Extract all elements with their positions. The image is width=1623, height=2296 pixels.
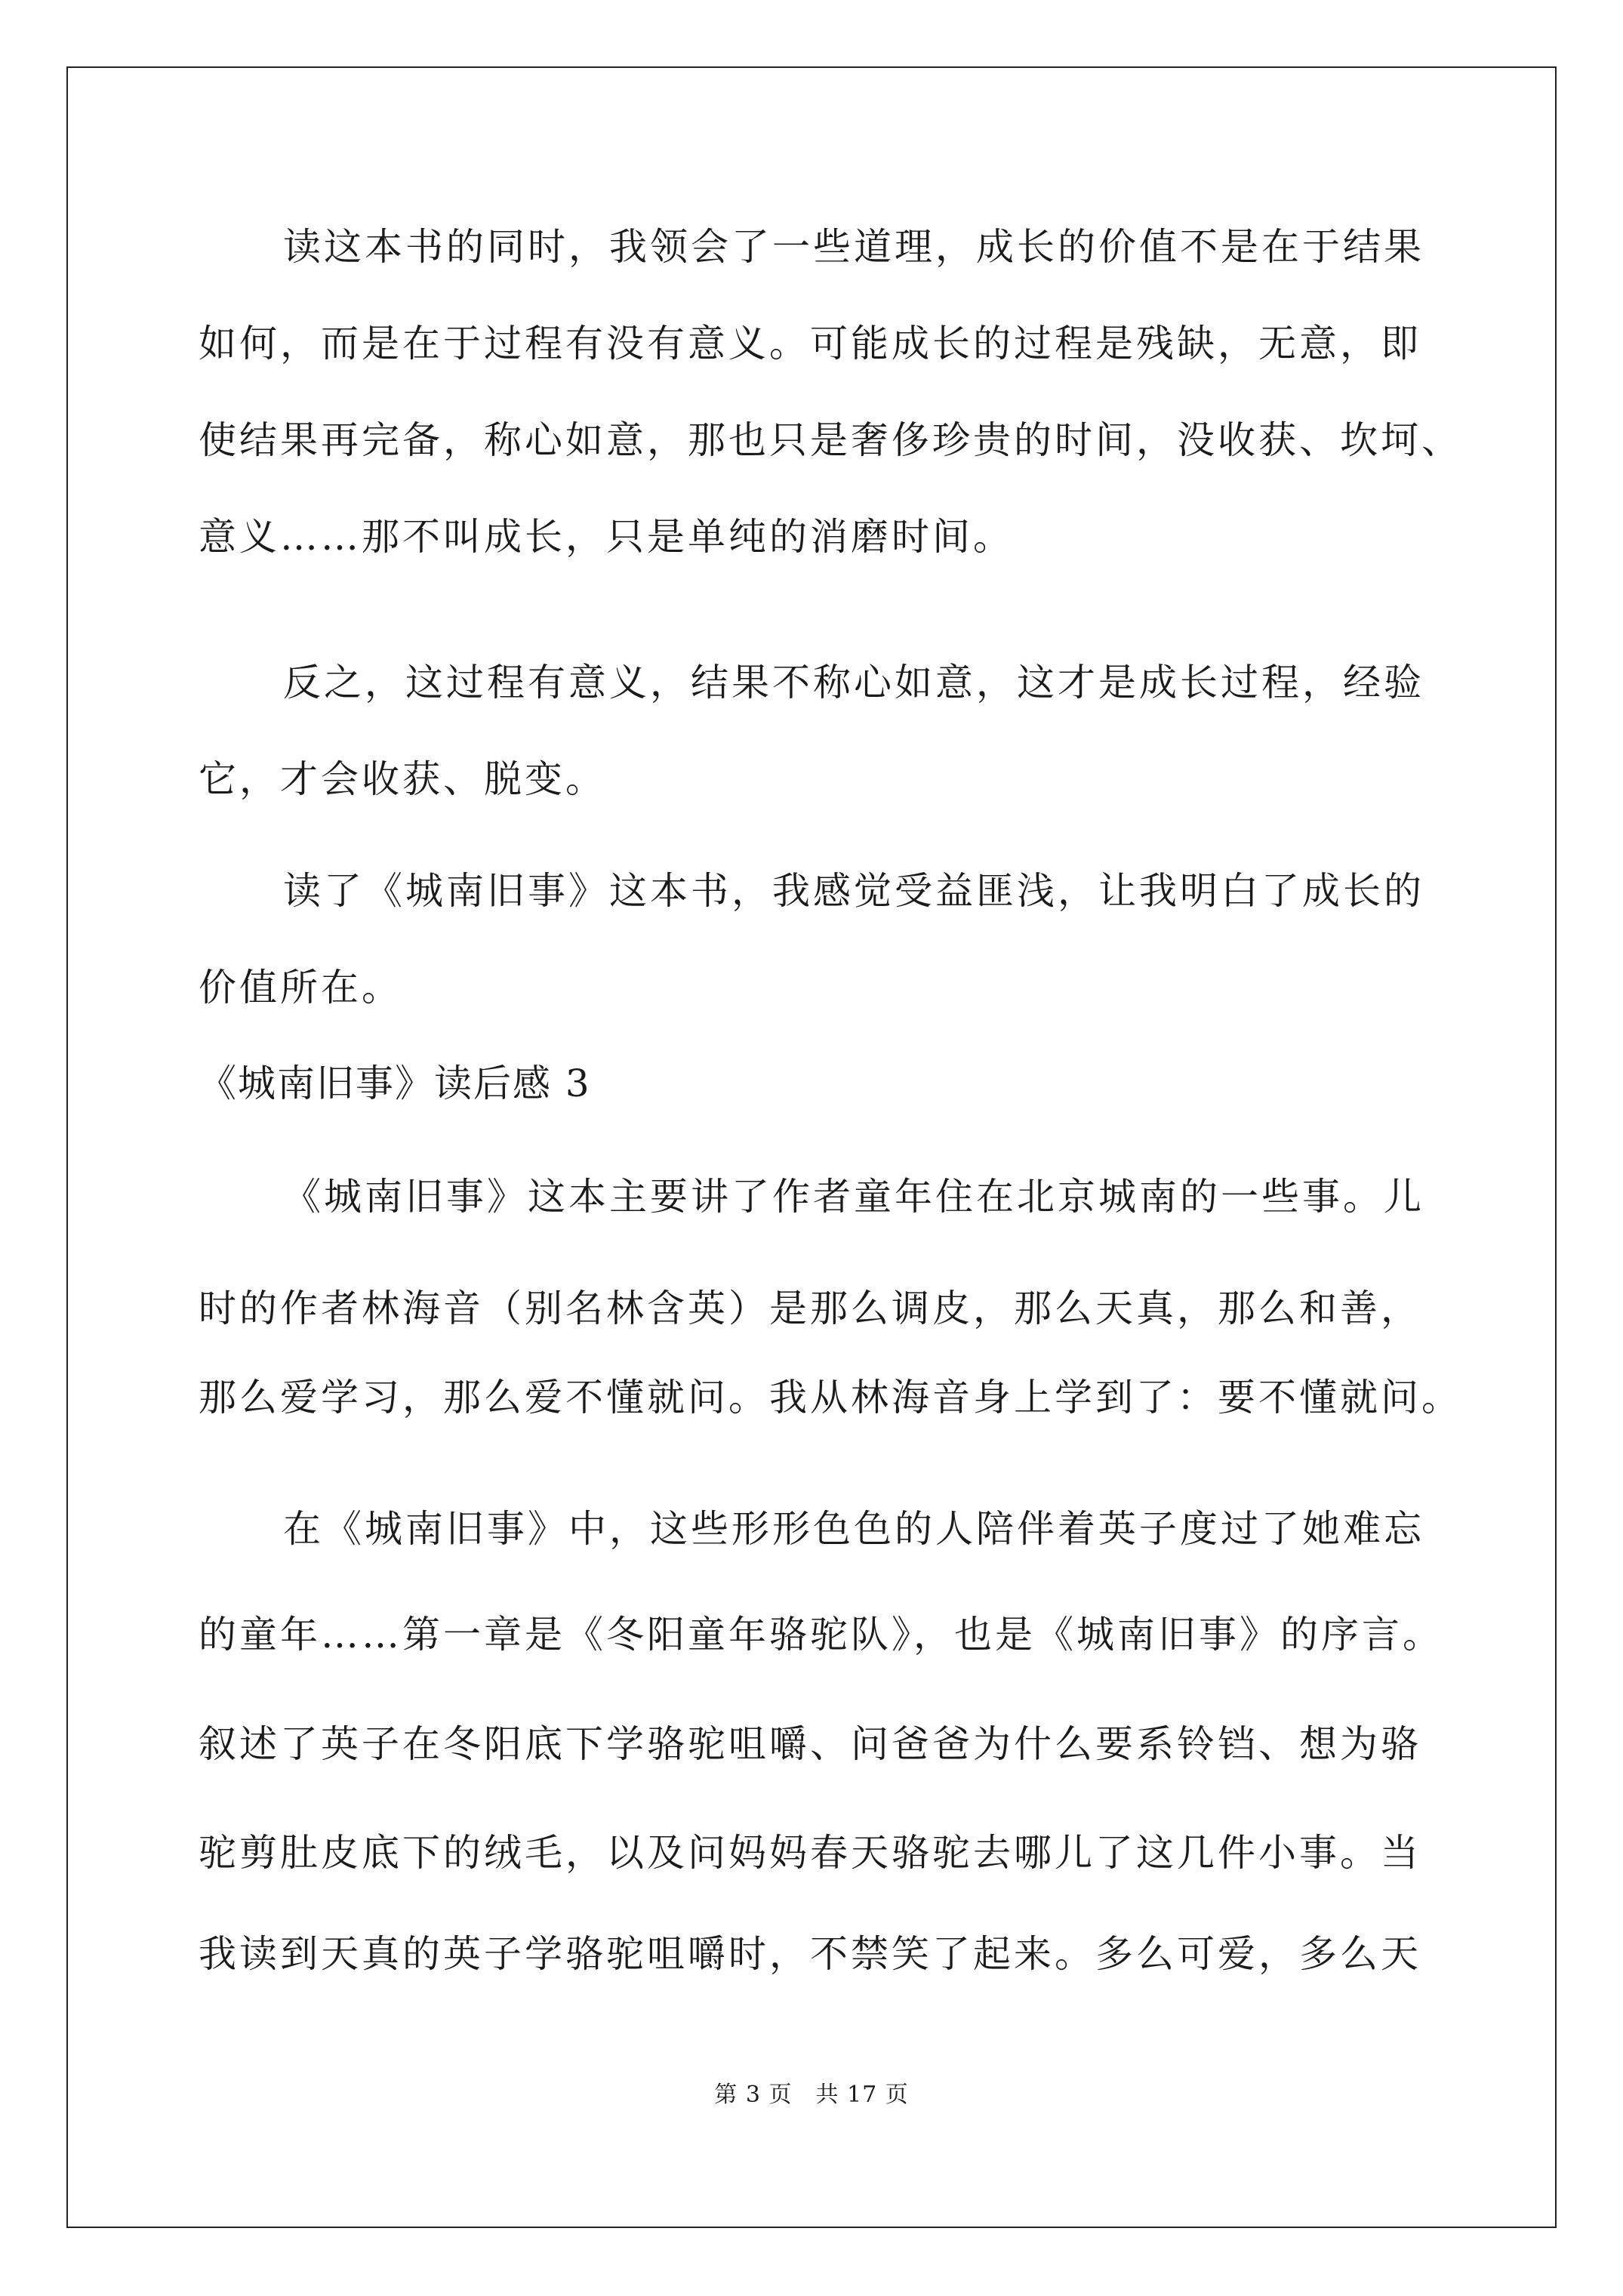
body-text-line: 使结果再完备，称心如意，那也只是奢侈珍贵的时间，没收获、坎坷、 xyxy=(199,418,1462,462)
body-text-line: 反之，这过程有意义，结果不称心如意，这才是成长过程，经验 xyxy=(283,661,1424,704)
body-text-line: 它，才会收获、脱变。 xyxy=(199,757,606,801)
body-text-line: 驼剪肚皮底下的绒毛，以及问妈妈春天骆驼去哪儿了这几件小事。当 xyxy=(199,1831,1421,1875)
page-number-footer: 第 3 页 共 17 页 xyxy=(714,2082,909,2108)
body-text-line: 意义……那不叫成长，只是单纯的消磨时间。 xyxy=(199,515,1014,559)
body-text-line: 叙述了英子在冬阳底下学骆驼咀嚼、问爸爸为什么要系铃铛、想为骆 xyxy=(199,1722,1421,1766)
page-border xyxy=(66,66,1557,2228)
body-text-line: 时的作者林海音（别名林含英）是那么调皮，那么天真，那么和善， xyxy=(199,1287,1421,1330)
body-text-line: 那么爱学习，那么爱不懂就问。我从林海音身上学到了：要不懂就问。 xyxy=(199,1376,1462,1419)
body-text-line: 《城南旧事》这本主要讲了作者童年住在北京城南的一些事。儿 xyxy=(283,1175,1424,1219)
body-text-line: 价值所在。 xyxy=(199,966,402,1009)
body-text-line: 如何，而是在于过程有没有意义。可能成长的过程是残缺，无意，即 xyxy=(199,322,1421,365)
body-text-line: 读了《城南旧事》这本书，我感觉受益匪浅，让我明白了成长的 xyxy=(283,869,1424,913)
section-heading: 《城南旧事》读后感 3 xyxy=(199,1062,591,1105)
body-text-line: 我读到天真的英子学骆驼咀嚼时，不禁笑了起来。多么可爱，多么天 xyxy=(199,1932,1421,1976)
body-text-line: 的童年……第一章是《冬阳童年骆驼队》，也是《城南旧事》的序言。 xyxy=(199,1613,1443,1657)
body-text-line: 在《城南旧事》中，这些形形色色的人陪伴着英子度过了她难忘 xyxy=(283,1507,1424,1551)
body-text-line: 读这本书的同时，我领会了一些道理，成长的价值不是在于结果 xyxy=(283,225,1424,269)
